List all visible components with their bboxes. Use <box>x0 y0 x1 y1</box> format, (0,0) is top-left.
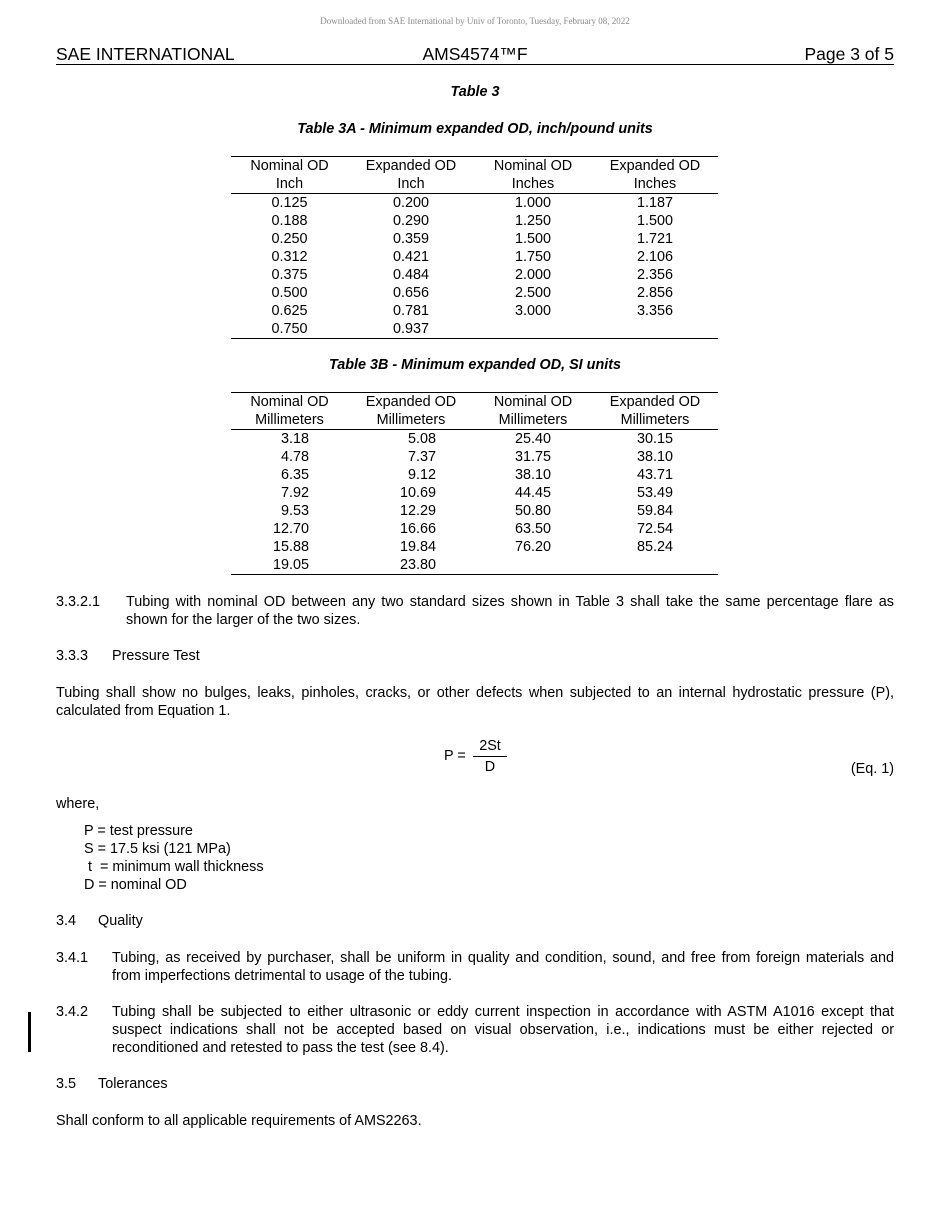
table-row <box>231 484 718 502</box>
table-cell: 53.49 <box>636 485 673 501</box>
table-header-cell: Inch <box>231 175 348 194</box>
table-row <box>231 230 718 248</box>
table-cell <box>592 556 718 575</box>
equation-lhs: P = <box>444 748 466 764</box>
table-cell: 50.80 <box>514 503 551 519</box>
section-number: 3.4.1 <box>56 950 89 966</box>
table-cell: 0.625 <box>271 303 308 319</box>
table-header-cell: Nominal OD <box>493 158 573 174</box>
table-cell: 0.200 <box>392 195 429 211</box>
section-number: 3.3.3 <box>56 648 89 664</box>
table-cell: 1.250 <box>514 213 551 229</box>
table-row <box>231 320 718 339</box>
table-cell: 1.721 <box>636 231 673 247</box>
table-cell: 10.69 <box>399 485 436 501</box>
table-cell: 0.125 <box>271 195 308 211</box>
table3b-title: Table 3B - Minimum expanded OD, SI units <box>328 357 622 373</box>
table-row <box>231 556 718 575</box>
section-3-4 <box>56 912 894 930</box>
table-cell: 0.188 <box>271 213 308 229</box>
table-cell: 44.45 <box>514 485 551 501</box>
section-3-3-2-1 <box>56 593 894 629</box>
section-text: Tubing with nominal OD between any two standard sizes shown in Table 3 shall take the same percentage flare as shown for the larger of the two sizes. <box>126 594 894 628</box>
table-cell: 3.356 <box>636 303 673 319</box>
table-cell: 1.500 <box>636 213 673 229</box>
equation-denominator: D <box>484 759 496 775</box>
table-row <box>231 538 718 556</box>
section-title: Pressure Test <box>112 648 200 664</box>
section-title: Tolerances <box>98 1076 168 1092</box>
table-row <box>231 248 718 266</box>
table-row <box>231 520 718 538</box>
table-cell: 1.750 <box>514 249 551 265</box>
pressure-test-text: Tubing shall show no bulges, leaks, pinholes, cracks, or other defects when subjected to an internal hydrostatic pressure (P), calculated from Equation 1. <box>56 685 894 719</box>
table-header-cell: Expanded OD <box>609 158 701 174</box>
table-cell: 5.08 <box>407 431 436 447</box>
table-cell: 1.000 <box>514 195 551 211</box>
table-cell: 19.84 <box>399 539 436 555</box>
table-cell: 59.84 <box>636 503 673 519</box>
table-header-cell: Inches <box>474 175 592 194</box>
table-cell: 6.35 <box>280 467 309 483</box>
header-doc-number: AMS4574™F <box>422 44 528 64</box>
table-cell <box>474 556 592 575</box>
table-cell: 12.29 <box>399 503 436 519</box>
table-cell: 12.70 <box>272 521 309 537</box>
table-cell: 4.78 <box>280 449 309 465</box>
equation-numerator: 2St <box>479 738 501 754</box>
variable-definitions <box>84 822 264 894</box>
table-cell <box>592 320 718 339</box>
table-cell: 25.40 <box>514 431 551 447</box>
table-row <box>231 302 718 320</box>
section-3-5 <box>56 1075 894 1093</box>
section-number: 3.3.2.1 <box>56 594 101 610</box>
table-header-cell: Expanded OD <box>609 394 701 410</box>
table-cell: 19.05 <box>272 557 309 573</box>
table-cell: 0.750 <box>271 321 308 337</box>
section-3-4-2 <box>56 1003 894 1057</box>
header-org: SAE INTERNATIONAL <box>56 44 235 64</box>
table-row <box>231 212 718 230</box>
table-header-cell: Expanded OD <box>365 158 457 174</box>
table-cell: 0.359 <box>392 231 429 247</box>
table-cell: 63.50 <box>514 521 551 537</box>
table-cell: 16.66 <box>399 521 436 537</box>
table-cell: 38.10 <box>636 449 673 465</box>
table-cell: 72.54 <box>636 521 673 537</box>
table-cell: 0.290 <box>392 213 429 229</box>
section-text: Tubing shall be subjected to either ultrasonic or eddy current inspection in accordance with ASTM A1016 except that suspect indications shall not be accepted based on visual observation, i.e., indications must be either rejected or reconditioned and retested to pass the test (see 8.4). <box>112 1004 894 1056</box>
table3b <box>231 392 718 575</box>
table-row <box>231 448 718 466</box>
table-cell: 23.80 <box>399 557 436 573</box>
table-header-cell: Nominal OD <box>250 394 329 410</box>
table-row <box>231 466 718 484</box>
table-cell: 7.37 <box>407 449 436 465</box>
table-cell: 0.484 <box>392 267 429 283</box>
table-cell: 0.656 <box>392 285 429 301</box>
table-cell: 1.500 <box>514 231 551 247</box>
table-cell: 0.781 <box>392 303 429 319</box>
table-header-cell: Nominal OD <box>493 394 573 410</box>
table-cell: 2.500 <box>514 285 551 301</box>
section-title: Quality <box>98 913 143 929</box>
revision-change-bar <box>28 1012 31 1052</box>
section-text: Tubing, as received by purchaser, shall be uniform in quality and condition, sound, and free from foreign materials and from imperfections detrimental to usage of the tubing. <box>112 950 894 984</box>
table3-title: Table 3 <box>450 84 500 100</box>
section-number: 3.4.2 <box>56 1004 89 1020</box>
table-cell: 38.10 <box>514 467 551 483</box>
section-number: 3.4 <box>56 913 77 929</box>
table-cell: 0.250 <box>271 231 308 247</box>
where-label: where, <box>56 796 100 812</box>
fraction-bar <box>473 756 507 757</box>
table-cell: 0.312 <box>271 249 308 265</box>
table-cell: 1.187 <box>636 195 673 211</box>
header-page-number: Page 3 of 5 <box>804 44 894 64</box>
table-header-cell: Millimeters <box>231 411 348 430</box>
table-cell: 30.15 <box>636 431 673 447</box>
table-cell: 3.000 <box>514 303 551 319</box>
table-cell: 2.000 <box>514 267 551 283</box>
table-cell <box>474 320 592 339</box>
table-cell: 43.71 <box>636 467 673 483</box>
definition-item: D = nominal OD <box>84 877 187 893</box>
definition-item: S = 17.5 ksi (121 MPa) <box>84 841 231 857</box>
table-cell: 0.500 <box>271 285 308 301</box>
definition-item: t = minimum wall thickness <box>84 859 264 875</box>
table-cell: 3.18 <box>280 431 309 447</box>
table-header-cell: Inches <box>592 175 718 194</box>
definition-item: P = test pressure <box>84 823 193 839</box>
table-cell: 2.856 <box>636 285 673 301</box>
table-cell: 31.75 <box>514 449 551 465</box>
table-header-cell: Millimeters <box>348 411 474 430</box>
table-row <box>231 194 718 213</box>
page-header <box>56 44 894 65</box>
download-note: Downloaded from SAE International by Univ of Toronto, Tuesday, February 08, 2022 <box>320 16 630 26</box>
table-row <box>231 502 718 520</box>
table-cell: 7.92 <box>280 485 309 501</box>
table-cell: 0.937 <box>392 321 429 337</box>
table-header-cell: Nominal OD <box>250 158 329 174</box>
table-cell: 15.88 <box>272 539 309 555</box>
table-row <box>231 284 718 302</box>
table-header-cell: Millimeters <box>474 411 592 430</box>
tolerances-text: Shall conform to all applicable requirements of AMS2263. <box>56 1113 422 1129</box>
section-number: 3.5 <box>56 1076 77 1092</box>
table-cell: 76.20 <box>514 539 551 555</box>
table3a-title: Table 3A - Minimum expanded OD, inch/pound units <box>297 121 653 137</box>
table-header-cell: Inch <box>348 175 474 194</box>
equation-label: (Eq. 1) <box>850 761 894 777</box>
table-cell: 9.53 <box>280 503 309 519</box>
table-cell: 85.24 <box>636 539 673 555</box>
section-3-3-3 <box>56 647 894 665</box>
table-header-cell: Millimeters <box>592 411 718 430</box>
table3a <box>231 156 718 339</box>
table-header-cell: Expanded OD <box>365 394 457 410</box>
table-cell: 0.375 <box>271 267 308 283</box>
table-row <box>231 430 718 449</box>
section-3-4-1 <box>56 949 894 985</box>
table-cell: 0.421 <box>392 249 429 265</box>
table-cell: 2.106 <box>636 249 673 265</box>
table-cell: 2.356 <box>636 267 673 283</box>
table-row <box>231 266 718 284</box>
table-cell: 9.12 <box>407 467 436 483</box>
